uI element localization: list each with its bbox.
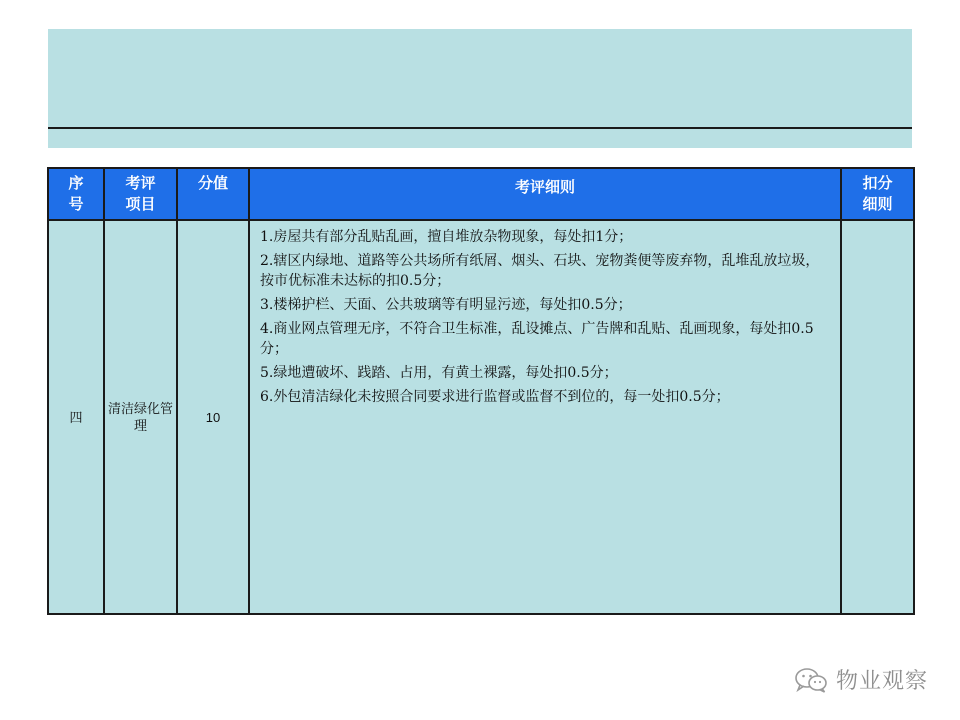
cell-deduct (841, 220, 914, 614)
rule-item: 1.房屋共有部分乱贴乱画，擅自堆放杂物现象，每处扣1分； (260, 229, 633, 245)
rule-item: 2.辖区内绿地、道路等公共场所有纸屑、烟头、石块、宠物粪便等废弃物，乱堆乱放垃圾，按市优标准未达标的扣0.5分； (260, 253, 820, 289)
header-score-text: 分值 (197, 174, 228, 192)
header-no (48, 168, 104, 220)
header-score (177, 168, 249, 220)
header-item (104, 168, 177, 220)
watermark (794, 664, 928, 695)
cell-score (177, 220, 249, 614)
rule-item: 6.外包清洁绿化未按照合同要求进行监督或监督不到位的，每一处扣0.5分； (260, 389, 730, 405)
rule-item: 3.楼梯护栏、天面、公共玻璃等有明显污迹，每处扣0.5分； (260, 297, 632, 313)
header-item-text: 考评 项目 (125, 174, 156, 213)
rule-item: 4.商业网点管理无序，不符合卫生标准，乱设摊点、广告牌和乱贴、乱画现象，每处扣0.5分； (260, 321, 814, 357)
cell-item-text: 清洁绿化管理 (107, 401, 173, 433)
header-deduct (841, 168, 914, 220)
cell-score-text: 10 (205, 409, 221, 425)
banner-divider (48, 127, 912, 129)
evaluation-table (47, 167, 915, 615)
cell-no-text: 四 (69, 409, 83, 425)
header-deduct-text: 扣分 细则 (862, 174, 893, 213)
cell-detail (249, 220, 841, 614)
table-row (48, 220, 914, 614)
header-detail (249, 168, 841, 220)
wechat-icon (794, 667, 828, 693)
cell-item (104, 220, 177, 614)
header-detail-text: 考评细则 (514, 178, 575, 196)
title-banner (48, 29, 912, 148)
header-no-text: 序 号 (68, 174, 84, 213)
cell-no (48, 220, 104, 614)
watermark-text: 物业观察 (836, 669, 929, 694)
rule-item: 5.绿地遭破坏、践踏、占用，有黄土裸露，每处扣0.5分； (260, 365, 618, 381)
table-header-row (48, 168, 914, 220)
